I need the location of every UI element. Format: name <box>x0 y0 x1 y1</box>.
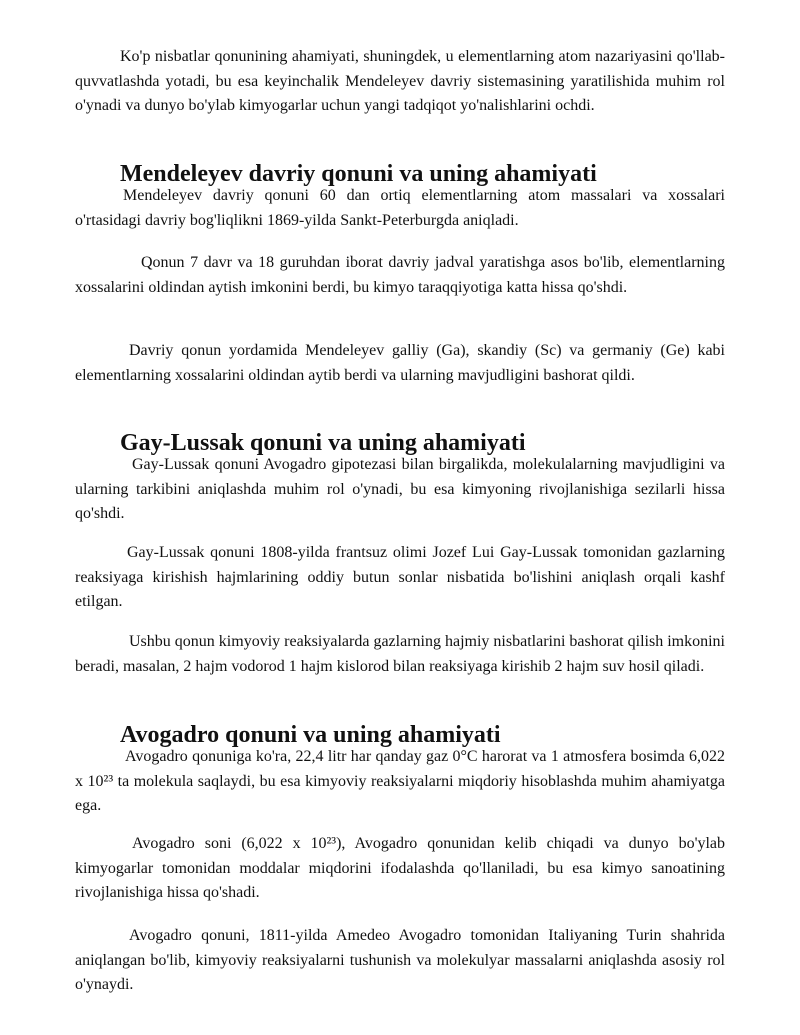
intro-paragraph: Ko'p nisbatlar qonunining ahamiyati, shuningdek, u elementlarning atom nazariyasini qo'llab-quvvatlashda yotadi, bu esa keyinchalik Mendeleyev davriy sistemasining yaratilishida muhim rol o'ynadi va dunyo bo'ylab kimyogarlar uchun yangi tadqiqot yo'nalishlarini ochdi. <box>75 48 725 114</box>
avogadro-paragraph-3: Avogadro qonuni, 1811-yilda Amedeo Avogadro tomonidan Italiyaning Turin shahrida aniqlangan bo'lib, kimyoviy reaksiyalarni tushunish va molekulyar massalarni aniqlashda asosiy rol o'ynaydi. <box>75 927 725 993</box>
mendeleyev-paragraph-2: Qonun 7 davr va 18 guruhdan iborat davriy jadval yaratishga asos bo'lib, elementlarning xossalarini oldindan aytish imkonini berdi, bu kimyo taraqqiyotiga katta hissa qo'shdi. <box>75 254 725 296</box>
gay-lussak-paragraph-2: Gay-Lussak qonuni 1808-yilda frantsuz olimi Jozef Lui Gay-Lussak tomonidan gazlarning reaksiyaga kirishish hajmlarining oddiy butun sonlar nisbatida bo'lishini aniqlash orqali kashf etilgan. <box>75 544 725 610</box>
gay-lussak-paragraph-3: Ushbu qonun kimyoviy reaksiyalarda gazlarning hajmiy nisbatlarini bashorat qilish imkonini beradi, masalan, 2 hajm vodorod 1 hajm kislorod bilan reaksiyaga kirishib 2 hajm suv hosil qiladi. <box>75 633 725 675</box>
section-heading-avogadro: Avogadro qonuni va uning ahamiyati <box>120 722 501 748</box>
section-heading-gay-lussak: Gay-Lussak qonuni va uning ahamiyati <box>120 430 526 456</box>
gay-lussak-paragraph-1: Gay-Lussak qonuni Avogadro gipotezasi bilan birgalikda, molekulalarning mavjudligini va ularning tarkibini aniqlashda muhim rol o'ynadi, bu esa kimyoning rivojlanishiga sezilarli hissa qo'shdi. <box>75 456 725 522</box>
section-heading-mendeleyev: Mendeleyev davriy qonuni va uning ahamiyati <box>120 161 597 187</box>
mendeleyev-paragraph-1: Mendeleyev davriy qonuni 60 dan ortiq elementlarning atom massalari va xossalari o'rtasidagi davriy bog'liqlikni 1869-yilda Sankt-Peterburgda aniqladi. <box>75 187 725 229</box>
avogadro-paragraph-1: Avogadro qonuniga ko'ra, 22,4 litr har qanday gaz 0°C harorat va 1 atmosfera bosimda 6,022 x 10²³ ta molekula saqlaydi, bu esa kimyoviy reaksiyalarni miqdoriy hisoblashda muhim ahamiyatga ega. <box>75 748 725 814</box>
mendeleyev-paragraph-3: Davriy qonun yordamida Mendeleyev galliy (Ga), skandiy (Sc) va germaniy (Ge) kabi elementlarning xossalarini oldindan aytib berdi va ularning mavjudligini bashorat qildi. <box>75 342 725 384</box>
avogadro-paragraph-2: Avogadro soni (6,022 x 10²³), Avogadro qonunidan kelib chiqadi va dunyo bo'ylab kimyogarlar tomonidan moddalar miqdorini ifodalashda qo'llaniladi, bu esa kimyo sanoatining rivojlanishiga hissa qo'shadi. <box>75 835 725 901</box>
